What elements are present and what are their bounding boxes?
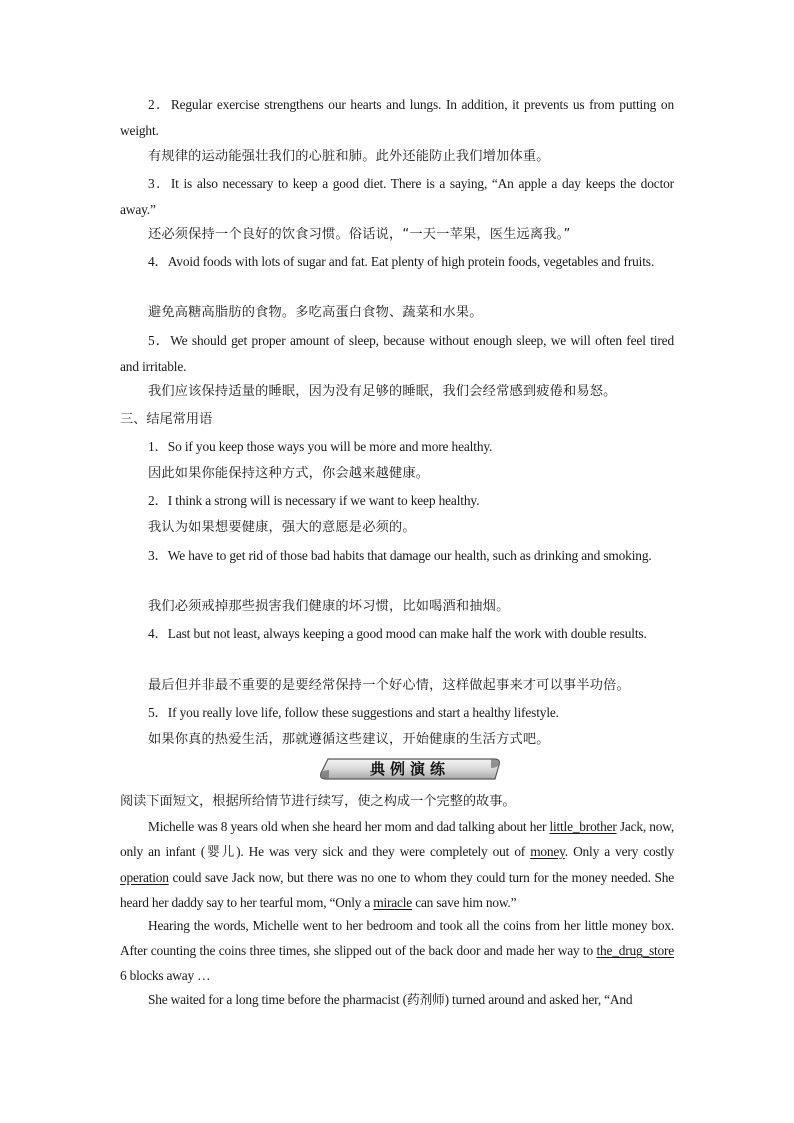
story-p3-text: ) turned around and asked her, “And (444, 992, 633, 1007)
sentence-en-3-3: 3．We have to get rid of those bad habits that damage our health, such as drinking and smoking. (148, 548, 652, 563)
story-p1-text: . Only a very costly (564, 844, 674, 859)
story-p1-text: ). He was very sick and they were completely out of (236, 844, 531, 859)
underlined-word-drug-store: the_drug_store (596, 943, 674, 958)
story-p1-text: Jack, now, only an infant ( (120, 819, 674, 859)
underlined-word-little-brother: little_brother (549, 819, 617, 834)
sentence-zh-3-2: 我认为如果想要健康，强大的意愿是必须的。 (148, 520, 416, 535)
story-p1-text: Michelle was 8 years old when she heard her mom and dad talking about her (148, 819, 550, 834)
underlined-word-money: money (530, 844, 565, 859)
exercise-instruction: 阅读下面短文，根据所给情节进行续写，使之构成一个完整的故事。 (120, 794, 516, 809)
sentence-en-3-5: 5．If you really love life, follow these suggestions and start a healthy lifestyle. (148, 705, 559, 720)
gloss-infant: 婴儿 (204, 845, 237, 860)
sentence-zh-2-3: 还必须保持一个良好的饮食习惯。俗话说，“一天一苹果，医生远离我。” (148, 227, 571, 242)
sentence-zh-2-4: 避免高糖高脂肪的食物。多吃高蛋白食物、蔬菜和水果。 (148, 305, 483, 320)
story-paragraph-1 (120, 814, 674, 915)
story-p2-text: Hearing the words, Michelle went to her bedroom and took all the coins from her little money box. After counting the coins three times, she slipped out of the back door and made her way to (120, 918, 674, 958)
sentence-en-3-2: 2．I think a strong will is necessary if we want to keep healthy. (148, 493, 480, 508)
sentence-zh-3-4: 最后但并非最不重要的是要经常保持一个好心情，这样做起事来才可以事半功倍。 (148, 678, 630, 693)
gloss-pharmacist: 药剂师 (406, 993, 445, 1008)
sentence-zh-3-3: 我们必须戒掉那些损害我们健康的坏习惯，比如喝酒和抽烟。 (148, 599, 510, 614)
section-banner-typical-exercises (318, 758, 502, 780)
story-p2-text: 6 blocks away … (120, 968, 211, 983)
sentence-zh-2-5: 我们应该保持适量的睡眠，因为没有足够的睡眠，我们会经常感到疲倦和易怒。 (148, 384, 617, 399)
sentence-zh-2-2: 有规律的运动能强壮我们的心脏和肺。此外还能防止我们增加体重。 (148, 149, 550, 164)
banner-label: 典例演练 (369, 760, 450, 778)
sentence-en-2-2: 2．Regular exercise strengthens our hearts and lungs. In addition, it prevents us from putting on weight. (120, 97, 674, 138)
underlined-word-miracle: miracle (373, 895, 413, 910)
story-p1-text: can save him now.” (412, 895, 517, 910)
sentence-zh-3-5: 如果你真的热爱生活，那就遵循这些建议，开始健康的生活方式吧。 (148, 732, 550, 747)
sentence-en-2-3: 3．It is also necessary to keep a good diet. There is a saying, “An apple a day keeps the doctor away.” (120, 176, 674, 217)
story-paragraph-3 (120, 987, 674, 1013)
underlined-word-operation: operation (120, 870, 169, 885)
sentence-zh-3-1: 因此如果你能保持这种方式，你会越来越健康。 (148, 466, 430, 481)
section-heading-closing-phrases: 三、结尾常用语 (120, 412, 213, 427)
sentence-en-3-1: 1．So if you keep those ways you will be more and more healthy. (148, 439, 493, 454)
story-paragraph-2 (120, 913, 674, 988)
story-p3-text: She waited for a long time before the pharmacist ( (148, 992, 407, 1007)
story-p1-text: could save Jack now, but there was no one to whom they could turn for the money needed. She heard her daddy say to her tearful mom, “Only a (120, 870, 674, 910)
sentence-en-2-5: 5．We should get proper amount of sleep, because without enough sleep, we will often feel tired and irritable. (120, 333, 674, 374)
sentence-en-2-4: 4．Avoid foods with lots of sugar and fat. Eat plenty of high protein foods, vegetables and fruits. (148, 254, 655, 269)
sentence-en-3-4: 4．Last but not least, always keeping a good mood can make half the work with double results. (148, 626, 647, 641)
